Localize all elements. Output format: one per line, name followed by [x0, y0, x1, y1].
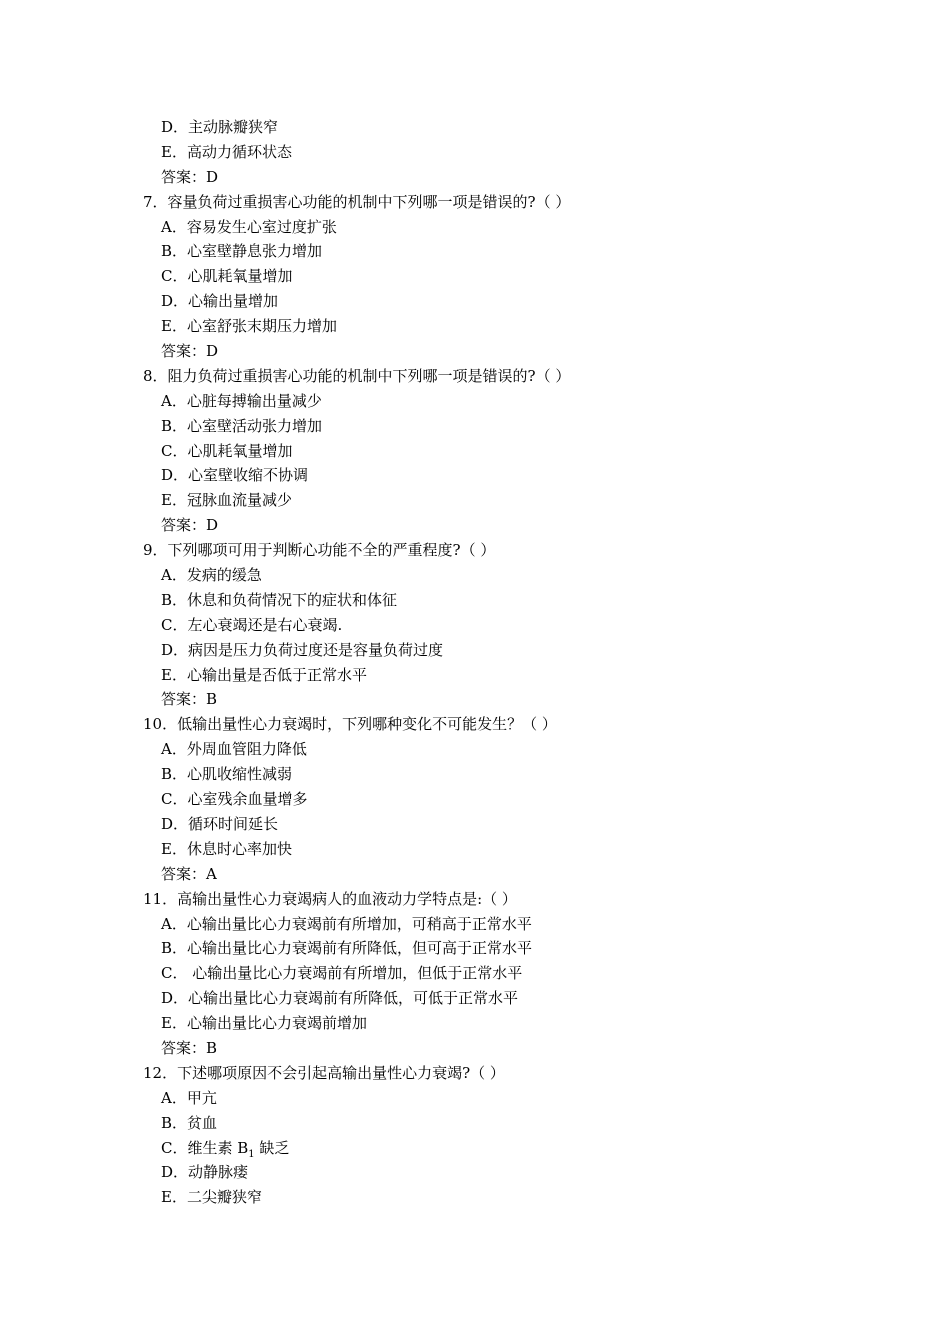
- option-text: [0, 389, 950, 414]
- option-text: [0, 115, 950, 140]
- line-text: 答案：B: [161, 1038, 218, 1057]
- option-text: [0, 961, 950, 986]
- line-text: A．心输出量比心力衰竭前有所增加，可稍高于正常水平: [161, 914, 532, 933]
- option-text: [0, 1185, 950, 1210]
- line-text: 答案：B: [161, 690, 218, 709]
- line-text: A．心脏每搏输出量减少: [161, 391, 322, 410]
- line-text: 答案：D: [161, 342, 219, 361]
- line-text: 10．低输出量性心力衰竭时，下列哪种变化不可能发生？（ ）: [143, 715, 557, 734]
- option-text: [0, 588, 950, 613]
- option-text: [0, 638, 950, 663]
- option-text: [0, 613, 950, 638]
- line-text: B．心室壁静息张力增加: [161, 242, 323, 261]
- answer-text: [0, 165, 950, 190]
- option-text: [0, 837, 950, 862]
- question-text: [0, 190, 950, 215]
- option-text: [0, 563, 950, 588]
- option-text: [0, 439, 950, 464]
- answer-text: [0, 513, 950, 538]
- line-text: A．容易发生心室过度扩张: [161, 217, 337, 236]
- line-text: 8．阻力负荷过重损害心功能的机制中下列哪一项是错误的?（ ）: [143, 366, 571, 385]
- line-text: D．心室壁收缩不协调: [161, 466, 309, 485]
- option-text: [0, 140, 950, 165]
- line-text: B．休息和负荷情况下的症状和体征: [161, 590, 398, 609]
- line-text: C．左心衰竭还是右心衰竭.: [161, 615, 343, 634]
- line-text: E．高动力循环状态: [161, 142, 292, 161]
- option-text: [0, 912, 950, 937]
- line-text: 答案：D: [161, 516, 219, 535]
- line-text: B．贫血: [161, 1113, 218, 1132]
- line-text: C．心肌耗氧量增加: [161, 441, 293, 460]
- option-text: [0, 1136, 950, 1161]
- line-text: C． 心输出量比心力衰竭前有所增加，但低于正常水平: [161, 964, 523, 983]
- line-text: A．外周血管阻力降低: [161, 740, 307, 759]
- answer-text: [0, 687, 950, 712]
- line-text: D．心输出量增加: [161, 292, 279, 311]
- option-text: [0, 787, 950, 812]
- question-text: [0, 1061, 950, 1086]
- line-text: 11．高输出量性心力衰竭病人的血液动力学特点是:（ ）: [143, 889, 517, 908]
- subscript-text: 1: [248, 1148, 255, 1160]
- line-text: C．心室残余血量增多: [161, 790, 308, 809]
- answer-text: [0, 339, 950, 364]
- option-text: [0, 463, 950, 488]
- option-text: [0, 1011, 950, 1036]
- line-text: E．心输出量比心力衰竭前增加: [161, 1014, 367, 1033]
- line-text: 12．下述哪项原因不会引起高输出量性心力衰竭?（ ）: [143, 1063, 505, 1082]
- line-text: A．发病的缓急: [161, 566, 262, 585]
- option-text: [0, 812, 950, 837]
- option-text: [0, 1111, 950, 1136]
- option-text: [0, 488, 950, 513]
- line-text: B．心肌收缩性减弱: [161, 765, 293, 784]
- line-text: B．心室壁活动张力增加: [161, 416, 323, 435]
- line-text: D．病因是压力负荷过度还是容量负荷过度: [161, 640, 444, 659]
- line-text: 答案：D: [161, 167, 219, 186]
- line-text: E．二尖瓣狭窄: [161, 1188, 262, 1207]
- line-text: C．心肌耗氧量增加: [161, 267, 293, 286]
- question-text: [0, 364, 950, 389]
- line-text: E．心室舒张末期压力增加: [161, 317, 337, 336]
- option-text: [0, 414, 950, 439]
- option-text: [0, 289, 950, 314]
- line-text: D．心输出量比心力衰竭前有所降低，可低于正常水平: [161, 989, 519, 1008]
- answer-text: [0, 1036, 950, 1061]
- option-text: [0, 737, 950, 762]
- option-text: [0, 663, 950, 688]
- line-text: D．动静脉瘘: [161, 1163, 249, 1182]
- line-text: D．循环时间延长: [161, 814, 279, 833]
- line-text: E．休息时心率加快: [161, 839, 292, 858]
- line-text: 9．下列哪项可用于判断心功能不全的严重程度?（ ）: [143, 541, 496, 560]
- line-text: E．冠脉血流量减少: [161, 491, 292, 510]
- option-text: [0, 936, 950, 961]
- option-text: [0, 986, 950, 1011]
- line-text: E．心输出量是否低于正常水平: [161, 665, 367, 684]
- line-text: A．甲亢: [161, 1088, 217, 1107]
- option-text: [0, 264, 950, 289]
- question-text: [0, 712, 950, 737]
- question-text: [0, 887, 950, 912]
- question-text: [0, 538, 950, 563]
- answer-text: [0, 862, 950, 887]
- line-text: D．主动脉瓣狭窄: [161, 118, 279, 136]
- option-text: [0, 1160, 950, 1185]
- line-text: 7．容量负荷过重损害心功能的机制中下列哪一项是错误的?（ ）: [143, 192, 571, 211]
- option-text: [0, 314, 950, 339]
- line-text: C．维生素 B: [161, 1138, 249, 1157]
- option-text: [0, 215, 950, 240]
- line-text: 答案：A: [161, 864, 217, 883]
- document-page: [0, 115, 950, 1210]
- line-text: B．心输出量比心力衰竭前有所降低，但可高于正常水平: [161, 939, 533, 958]
- option-text: [0, 1086, 950, 1111]
- option-text: [0, 239, 950, 264]
- option-text: [0, 762, 950, 787]
- line-text-tail: 缺乏: [254, 1138, 290, 1157]
